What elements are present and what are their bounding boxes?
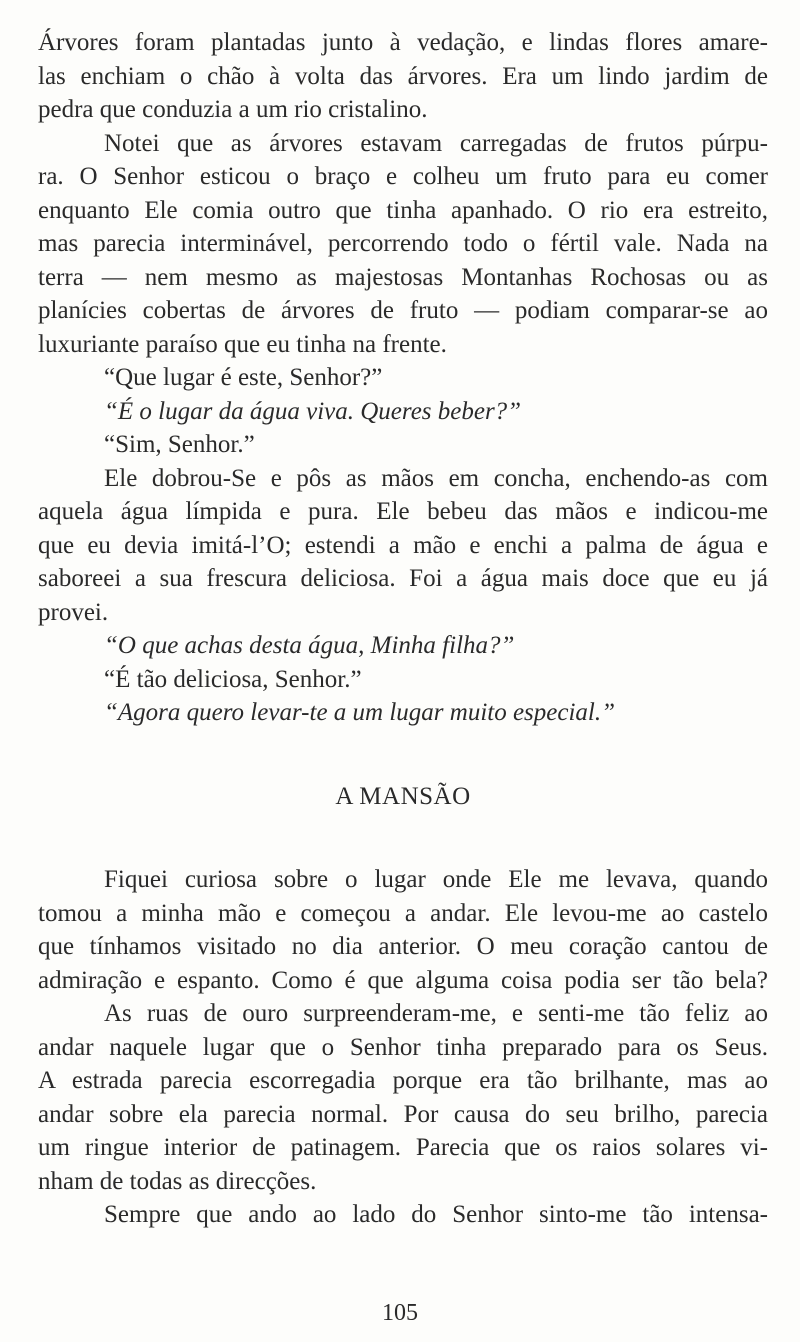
text-line: ra. O Senhor esticou o braço e colheu um fruto para eu comer — [38, 163, 768, 190]
text-line: admiração e espanto. Como é que alguma coisa podia ser tão bela? — [38, 966, 768, 994]
text-line: terra — nem mesmo as majestosas Montanhas Rochosas ou as — [38, 263, 768, 291]
text-line: enquanto Ele comia outro que tinha apanhado. O rio era estreito, — [38, 196, 768, 224]
text-line: aquela água límpida e pura. Ele bebeu das mãos e indicou-me — [38, 498, 768, 525]
dialog-line: “Sim, Senhor.” — [104, 431, 255, 458]
body-paragraph — [38, 997, 768, 1198]
dialog-line: “Que lugar é este, Senhor?” — [104, 364, 383, 391]
text-line: provei. — [38, 598, 109, 626]
text-line: Sempre que ando ao lado do Senhor sinto-me tão intensa- — [104, 1201, 768, 1228]
body-paragraph — [38, 462, 768, 630]
text-line: pedra que conduzia a um rio cristalino. — [38, 96, 428, 123]
text-line: As ruas de ouro surpreenderam-me, e senti-me tão feliz ao — [104, 1000, 768, 1027]
text-line: Árvores foram plantadas junto à vedação, e lindas flores amare- — [38, 29, 768, 56]
body-paragraph — [38, 127, 768, 362]
book-page — [38, 26, 768, 1232]
text-line: tomou a minha mão e começou a andar. Ele levou-me ao castelo — [38, 899, 768, 927]
text-line: que eu devia imitá-l’O; estendi a mão e enchi a palma de água e — [38, 531, 768, 559]
dialog-line: “Agora quero levar-te a um lugar muito especial.” — [104, 699, 616, 726]
text-line: las enchiam o chão à volta das árvores. Era um lindo jardim de — [38, 62, 768, 90]
dialog-line: “É o lugar da água viva. Queres beber?” — [104, 397, 522, 425]
text-line: saboreei a sua frescura deliciosa. Foi a água mais doce que eu já — [38, 565, 768, 592]
body-paragraph — [38, 26, 768, 127]
text-line: andar naquele lugar que o Senhor tinha preparado para os Seus. — [38, 1033, 768, 1061]
text-line: Notei que as árvores estavam carregadas de frutos púrpu- — [104, 129, 768, 157]
text-line: luxuriante paraíso que eu tinha na frente. — [38, 330, 447, 358]
body-paragraph — [38, 1198, 768, 1232]
dialog-line: “É tão deliciosa, Senhor.” — [104, 665, 362, 693]
text-line: Fiquei curiosa sobre o lugar onde Ele me levava, quando — [104, 866, 768, 893]
text-line: andar sobre ela parecia normal. Por causa do seu brilho, parecia — [38, 1100, 768, 1128]
section-heading: A MANSÃO — [335, 782, 471, 810]
dialog-line: “O que achas desta água, Minha filha?” — [104, 632, 515, 659]
text-line: nham de todas as direcções. — [38, 1167, 317, 1195]
text-line: Ele dobrou-Se e pôs as mãos em concha, enchendo-as com — [104, 464, 768, 492]
body-paragraph — [38, 863, 768, 997]
text-line: planícies cobertas de árvores de fruto — podiam comparar-se ao — [38, 297, 768, 324]
text-line: um ringue interior de patinagem. Parecia que os raios solares vi- — [38, 1134, 768, 1161]
text-line: A estrada parecia escorregadia porque era tão brilhante, mas ao — [38, 1067, 768, 1094]
text-line: mas parecia interminável, percorrendo todo o fértil vale. Nada na — [38, 230, 768, 257]
page-number: 105 — [382, 1300, 418, 1326]
text-line: que tínhamos visitado no dia anterior. O meu coração cantou de — [38, 933, 768, 960]
